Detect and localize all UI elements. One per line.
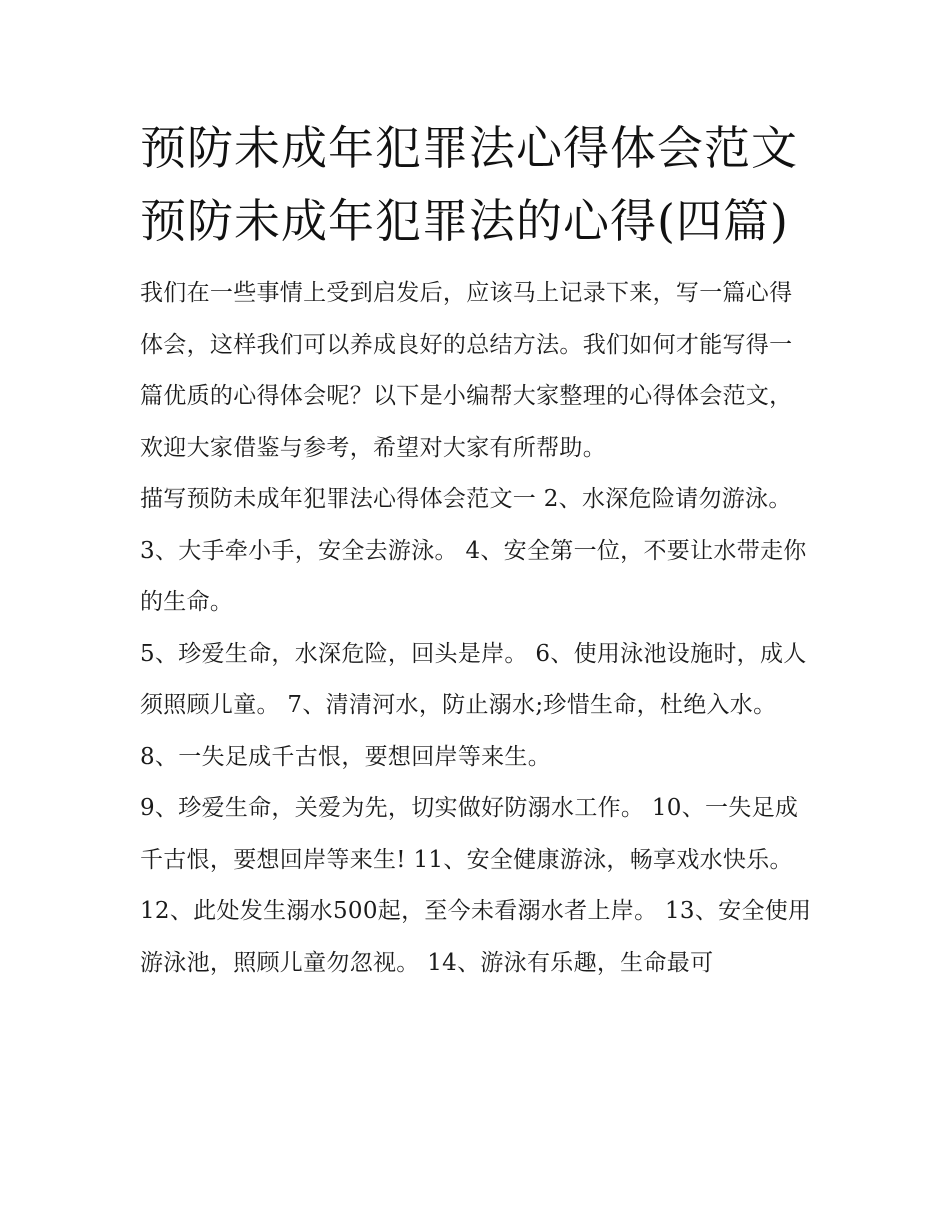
paragraph-slogans-1: 描写预防未成年犯罪法心得体会范文一 2、水深危险请勿游泳。 3、大手牵小手，安全去游泳。 4、安全第一位，不要让水带走你的生命。	[140, 486, 807, 615]
document-body	[140, 268, 812, 989]
document-content	[140, 112, 812, 989]
paragraph-slogans-4: 12、此处发生溺水500起，至今未看溺水者上岸。 13、安全使用游泳池，照顾儿童勿忽视。 14、游泳有乐趣，生命最可	[140, 898, 812, 976]
paragraph-intro: 我们在一些事情上受到启发后，应该马上记录下来，写一篇心得体会，这样我们可以养成良好的总结方法。我们如何才能写得一篇优质的心得体会呢？以下是小编帮大家整理的心得体会范文，欢迎大家借鉴与参考，希望对大家有所帮助。	[140, 280, 793, 461]
document-title: 预防未成年犯罪法心得体会范文 预防未成年犯罪法的心得(四篇)	[140, 121, 798, 248]
paragraph-slogans-3: 9、珍爱生命，关爱为先，切实做好防溺水工作。 10、一失足成千古恨，要想回岸等来生! 11、安全健康游泳，畅享戏水快乐。	[140, 795, 799, 873]
paragraph-slogans-2: 5、珍爱生命，水深危险，回头是岸。 6、使用泳池设施时，成人须照顾儿童。 7、清清河水，防止溺水;珍惜生命，杜绝入水。 8、一失足成千古恨，要想回岸等来生。	[140, 640, 807, 770]
